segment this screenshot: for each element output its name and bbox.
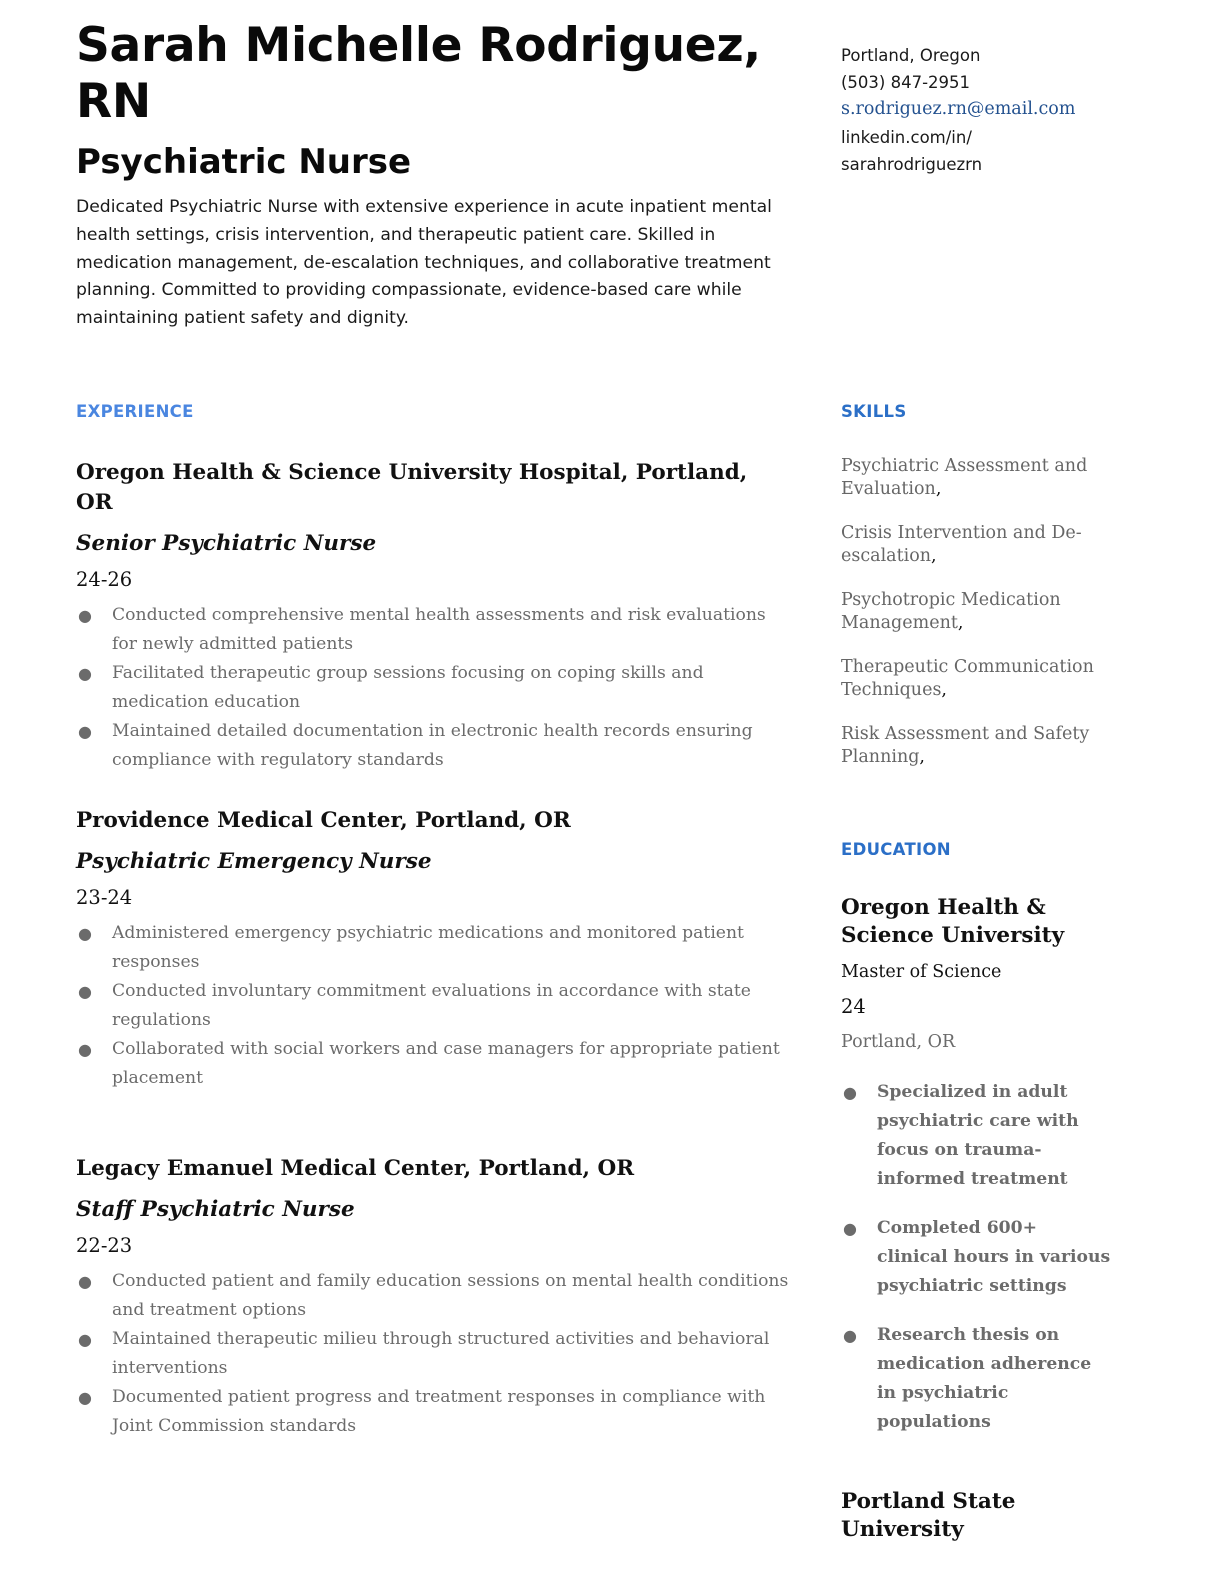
education-entry xyxy=(841,894,1111,1457)
skill-item: Risk Assessment and Safety Planning, xyxy=(841,724,1090,767)
bullet-icon: ● xyxy=(78,1272,92,1291)
education-bullet: ● Completed 600+ clinical hours in various psychiatric settings xyxy=(841,1214,1111,1301)
job-bullet: ● Documented patient progress and treatment responses in compliance with Joint Commission standards xyxy=(76,1383,791,1441)
bullet-icon: ● xyxy=(78,606,92,625)
contact-linkedin-line2[interactable]: sarahrodriguezrn xyxy=(841,154,983,174)
bullet-icon: ● xyxy=(843,1219,857,1238)
job-dates: 22-23 xyxy=(76,1234,133,1257)
bullet-icon: ● xyxy=(78,664,92,683)
education-bullet: ● Research thesis on medication adherence in psychiatric populations xyxy=(841,1321,1111,1437)
job-company: Providence Medical Center, Portland, OR xyxy=(76,808,571,833)
education-entry xyxy=(841,1488,1111,1543)
header xyxy=(76,18,791,333)
candidate-title: Psychiatric Nurse xyxy=(76,142,412,182)
job-bullet: ● Maintained therapeutic milieu through structured activities and behavioral interventions xyxy=(76,1325,791,1383)
contact-linkedin-line1[interactable]: linkedin.com/in/ xyxy=(841,127,972,147)
experience-entry xyxy=(76,458,791,775)
candidate-name: Sarah Michelle Rodriguez, RN xyxy=(76,18,761,129)
skill-item: Psychotropic Medication Management, xyxy=(841,590,1061,633)
job-company: Legacy Emanuel Medical Center, Portland, OR xyxy=(76,1156,635,1181)
bullet-icon: ● xyxy=(78,982,92,1001)
job-dates: 23-24 xyxy=(76,886,133,909)
experience-entry xyxy=(76,806,791,1093)
job-bullet: ● Conducted involuntary commitment evaluations in accordance with state regulations xyxy=(76,977,791,1035)
job-bullet: ● Administered emergency psychiatric medications and monitored patient responses xyxy=(76,919,791,977)
contact-info xyxy=(841,42,1111,178)
education-bullets xyxy=(841,1078,1111,1437)
skills-list xyxy=(841,455,1111,790)
education-year: 24 xyxy=(841,995,866,1018)
professional-summary: Dedicated Psychiatric Nurse with extensive experience in acute inpatient mental health settings, crisis intervention, and therapeutic patient care. Skilled in medication management, de-escalation techniques, and collaborative treatment planning. Committed to providing compassionate, evidence-based care while maintaining patient safety and dignity. xyxy=(76,197,772,329)
contact-email-link[interactable]: s.rodriguez.rn@email.com xyxy=(841,99,1076,120)
education-bullet: ● Specialized in adult psychiatric care with focus on trauma-informed treatment xyxy=(841,1078,1111,1194)
education-school: Oregon Health & Science University xyxy=(841,895,1065,948)
experience-entry xyxy=(76,1154,791,1441)
job-bullet: ● Collaborated with social workers and case managers for appropriate patient placement xyxy=(76,1035,791,1093)
education-degree: Master of Science xyxy=(841,962,1002,982)
bullet-icon: ● xyxy=(78,1040,92,1059)
education-school: Portland State University xyxy=(841,1489,1016,1542)
contact-phone[interactable]: (503) 847-2951 xyxy=(841,73,971,93)
skill-item: Psychiatric Assessment and Evaluation, xyxy=(841,456,1088,499)
job-bullet: ● Maintained detailed documentation in electronic health records ensuring compliance with regulatory standards xyxy=(76,717,791,775)
education-heading: EDUCATION xyxy=(841,840,951,859)
bullet-icon: ● xyxy=(78,722,92,741)
job-position: Senior Psychiatric Nurse xyxy=(76,531,377,556)
experience-heading: EXPERIENCE xyxy=(76,402,194,421)
job-company: Oregon Health & Science University Hospital, Portland, OR xyxy=(76,460,748,515)
job-bullet: ● Facilitated therapeutic group sessions focusing on coping skills and medication education xyxy=(76,659,791,717)
skill-item: Crisis Intervention and De-escalation, xyxy=(841,523,1082,566)
bullet-icon: ● xyxy=(843,1083,857,1102)
job-position: Psychiatric Emergency Nurse xyxy=(76,849,432,874)
skill-item: Therapeutic Communication Techniques, xyxy=(841,657,1094,700)
job-dates: 24-26 xyxy=(76,568,133,591)
job-bullets xyxy=(76,919,791,1093)
education-location: Portland, OR xyxy=(841,1032,956,1052)
contact-location: Portland, Oregon xyxy=(841,46,981,65)
job-position: Staff Psychiatric Nurse xyxy=(76,1197,355,1222)
job-bullets xyxy=(76,601,791,775)
job-bullet: ● Conducted patient and family education sessions on mental health conditions and treatment options xyxy=(76,1267,791,1325)
bullet-icon: ● xyxy=(78,924,92,943)
bullet-icon: ● xyxy=(78,1388,92,1407)
job-bullet: ● Conducted comprehensive mental health assessments and risk evaluations for newly admitted patients xyxy=(76,601,791,659)
bullet-icon: ● xyxy=(78,1330,92,1349)
job-bullets xyxy=(76,1267,791,1441)
skills-heading: SKILLS xyxy=(841,402,907,421)
bullet-icon: ● xyxy=(843,1326,857,1345)
